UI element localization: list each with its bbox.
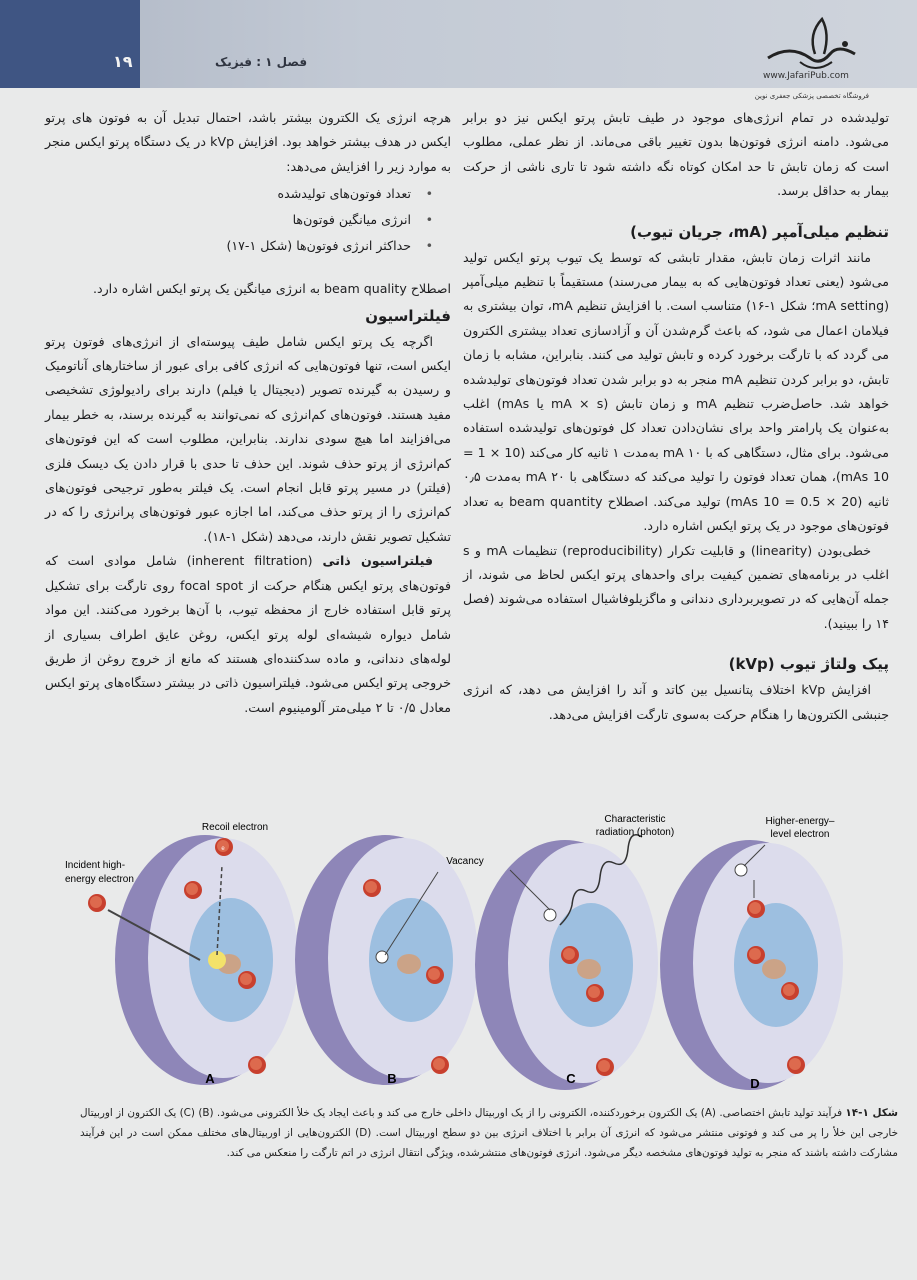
figure-caption	[80, 1103, 898, 1163]
section-heading-kvp: پیک ولتاژ تیوب (kVp)	[728, 655, 889, 674]
caption-label: شکل ۱-۱۴	[845, 1107, 898, 1119]
paragraph-text: (inherent filtration) شامل موادی است که فوتون‌های پرتو ایکس هنگام حرکت از focal spot روی تارگت برای تشکیل پرتو قابل استفاده خارج از محفظه تیوب، با آن‌ها برخورد می‌کنند. این مواد شامل دیواره شیشه‌ای لوله پرتو ایکس، روغن عایق اطراف بسیاری از لوله‌های دندانی، و ماده سدکننده‌ای هستند که مانع از خروج روغن از طریق خروجی پرتو ایکس می‌شود. فیلتراسیون ذاتی در بیشتر دستگاه‌های پرتو ایکس معادل ۰/۵ تا ۲ میلی‌متر آلومینیوم است.	[45, 553, 451, 715]
panel-label-a: A	[205, 1071, 215, 1086]
label-incident-1: Incident high-	[65, 860, 126, 871]
panel-label-d: D	[750, 1076, 760, 1091]
paragraph	[45, 549, 451, 720]
panel-label-b: B	[387, 1071, 397, 1086]
atom-c	[475, 835, 658, 1090]
right-column	[463, 106, 889, 727]
label-incident-2: energy electron	[65, 874, 134, 885]
paragraph: اصطلاح beam quality به انرژی میانگین یک پرتو ایکس اشاره دارد.	[92, 281, 451, 297]
list-item: • انرژی میانگین فوتون‌ها	[45, 207, 411, 233]
bullet-list	[45, 181, 451, 259]
atom-b	[295, 835, 478, 1085]
paragraph: خطی‌بودن (linearity) و قابلیت تکرار (reproducibility) تنظیمات mA و s اغلب در برنامه‌های تضمین کیفیت برای واحدهای پرتو ایکس لحاظ می شوند، از جمله آن‌هایی که در تصویربرداری دندانی و ماگزیلوفاشیال استفاده می‌شوند (فصل ۱۴ را ببینید).	[463, 542, 889, 631]
label-vacancy: Vacancy	[446, 856, 484, 867]
label-characteristic-2: radiation (photon)	[595, 827, 675, 838]
header-corner	[0, 0, 140, 88]
atom-a	[115, 835, 298, 1085]
store-name: فروشگاه تخصصی پزشکی جعفری نوین	[754, 92, 869, 100]
label-recoil-electron: Recoil electron	[201, 822, 269, 833]
caption-text: فرآیند تولید تابش اختصاصی. (A) یک الکترون برخوردکننده، الکترونی را از یک اوربیتال داخلی خارج می کند و باعث ایجاد یک خلأ الکترونی می‌شود. (B) (C) یک الکترون از اوربیتال خارجی این خلأ را پر می کند و فوتونی منتشر می‌شود که انرژی آن برابر با اختلاف انرژی بین دو سطح اوربیتال است. (D) الکترون‌هایی از اوربیتال‌های مختلف ممکن است در این فرآیند مشارکت داشته باشند که منجر به تولید فوتون‌های مشخصه دیگر می‌شود. انرژی فوتون‌های منتشرشده، ویژگی انتقال انرژی در اتم تارگت را منعکس می کند.	[80, 1107, 898, 1159]
list-item: • حداکثر انرژی فوتون‌ها (شکل ۱-۱۷)	[45, 233, 411, 259]
panel-label-c: C	[566, 1071, 576, 1086]
section-heading-filtration: فیلتراسیون	[365, 306, 451, 325]
electron-symbol: e	[221, 846, 225, 852]
paragraph: افزایش kVp اختلاف پتانسیل بین کاتد و آند را افزایش می دهد، که انرژی جنبشی الکترون‌ها را هنگام حرکت به‌سوی تارگت افزایش می‌دهد.	[463, 682, 889, 722]
paragraph: هرچه انرژی یک الکترون بیشتر باشد، احتمال تبدیل آن به فوتون های پرتو ایکس در هدف بیشتر خواهد بود. افزایش kVp در یک دستگاه پرتو ایکس منجر به موارد زیر را افزایش می‌دهد:	[45, 110, 451, 174]
list-item: • تعداد فوتون‌های تولیدشده	[45, 181, 411, 207]
inherent-term: فیلتراسیون ذاتی	[322, 553, 434, 569]
section-heading-ma: تنظیم میلی‌آمپر (mA، جریان تیوب)	[630, 222, 889, 241]
paragraph: اگرچه یک پرتو ایکس شامل طیف پیوسته‌ای از انرژی‌های فوتون پرتو ایکس است، تنها فوتون‌هایی که انرژی کافی برای عبور از ساختارهای آناتومیک و رسیدن به گیرنده تصویر (دیجیتال یا فیلم) دارند برای رادیولوژی تشخیصی مفید هستند. فوتون‌های کم‌انرژی که نمی‌توانند به گیرنده برسند، به خطر بیمار می‌افزایند اما هیچ سودی ندارند. بنابراین، مطلوب است که این فوتون‌های کم‌انرژی از پرتو حذف شوند. این حذف تا حدی با قرار دادن یک دیسک فلزی (فیلتر) در مسیر پرتو قابل انجام است. یک فیلتر به‌طور ترجیحی فوتون‌های کم‌انرژی را از پرتو حذف می‌کند، اما اجازه عبور فوتون‌های پرانرژی را که در تشکیل تصویر نقش دارند، می‌دهد (شکل ۱-۱۸).	[45, 333, 451, 544]
left-column	[45, 106, 451, 720]
label-higher-energy-1: Higher-energy–	[765, 816, 835, 827]
label-higher-energy-2: level electron	[770, 829, 830, 840]
paragraph: تولیدشده در تمام انرژی‌های موجود در طیف تابش پرتو ایکس نیز دو برابر می‌شود. دامنه انرژی فوتون‌ها بدون تغییر باقی می‌ماند. از نظر عملی، مطلوب است که زمان تابش تا حد امکان کوتاه نگه داشته شود تا تاری ناشی از حرکت بیمار به حداقل برسد.	[463, 110, 889, 199]
label-characteristic-1: Characteristic	[604, 814, 666, 825]
paragraph: مانند اثرات زمان تابش، مقدار تابشی که توسط یک تیوب پرتو ایکس تولید می‌شود (یعنی تعداد فوتون‌هایی که به بیمار می‌رسند) مستقیماً با تنظیم میلی‌آمپر (mA setting؛ شکل ۱-۱۶) متناسب است. با افزایش تنظیم mA، توان بیشتری به فیلامان اعمال می شود، که باعث گرم‌شدن آن و آزادسازی تعداد بیشتری الکترون می گردد که با تارگت برخورد کرده و تابش تولید می کنند. بنابراین، مشابه با زمان تابش، دو برابر کردن تنظیم mA منجر به دو برابر شدن تعداد فوتون‌های تولیدشده خواهد شد. حاصل‌ضرب تنظیم mA و زمان تابش (mA × s یا mAs) اغلب به‌عنوان یک پارامتر واحد برای نشان‌دادن تعداد کل فوتون‌های تولیدشده استفاده می‌شود. برای مثال، دستگاهی که با ۱۰ mA به‌مدت ۱ ثانیه کار می‌کند (10 × 1 = 10 mAs)، همان تعداد فوتون را تولید می‌کند که دستگاهی با ۲۰ mA به‌مدت ۰٫۵ ثانیه (20 × 0.5 = 10 mAs) تولید می‌کند. اصطلاح beam quantity به تعداد فوتون‌های موجود در یک پرتو ایکس اشاره دارد.	[463, 249, 889, 534]
page-number: ۱۹	[113, 52, 133, 71]
figure-characteristic-radiation	[60, 800, 900, 1100]
chapter-title: فصل ۱ : فیزیک	[215, 55, 308, 69]
atom-d	[660, 840, 843, 1090]
publisher-url: www.JafariPub.com	[763, 71, 849, 81]
